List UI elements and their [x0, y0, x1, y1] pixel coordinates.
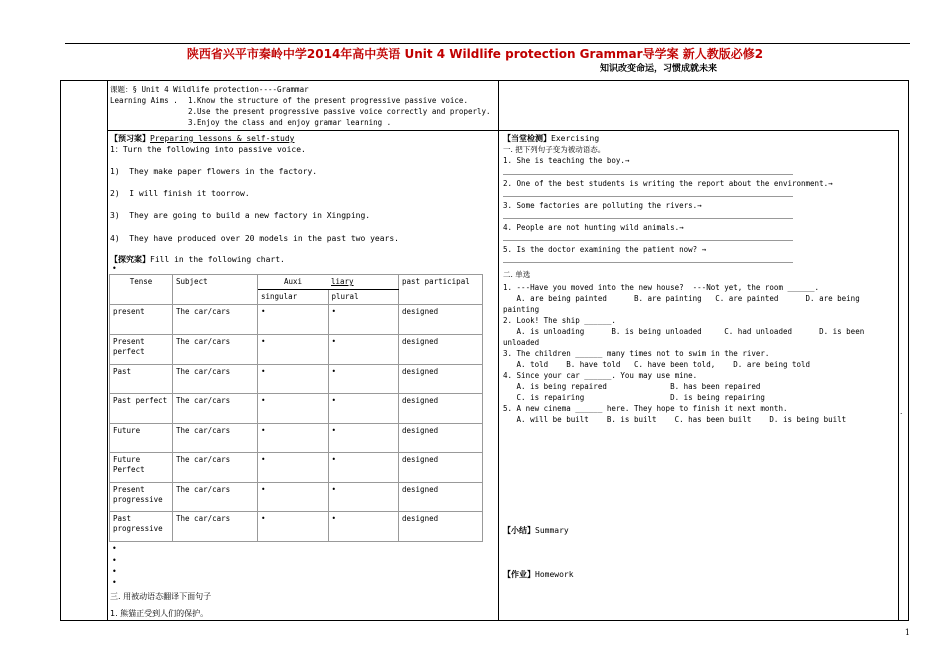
header-rule — [65, 43, 910, 44]
tense-cell: Past progressive — [110, 512, 173, 542]
topic-line — [110, 84, 309, 95]
mc-line: A. is unloading B. is being unloaded C. had unloaded D. is been — [503, 327, 865, 336]
preview-heading-cn: 【预习案】 — [110, 134, 150, 143]
chart-header-row — [110, 275, 483, 290]
singular-cell[interactable]: • — [258, 424, 329, 453]
homework-heading — [503, 569, 574, 580]
mc-line: A. told B. have told C. have been told, D. are being told — [503, 360, 811, 369]
table-row — [110, 424, 483, 453]
subheader-plural: plural — [328, 290, 399, 305]
subject-cell: The car/cars — [173, 305, 258, 335]
tense-cell: Future Perfect — [110, 453, 173, 483]
left-margin-line — [107, 80, 108, 621]
tense-cell: Present perfect — [110, 335, 173, 365]
singular-cell[interactable]: • — [258, 512, 329, 542]
explore-heading-cn: 【探究案】 — [110, 255, 150, 264]
summary-heading-cn: 【小结】 — [503, 526, 535, 535]
tense-cell: present — [110, 305, 173, 335]
aim-3: 3.Enjoy the class and enjoy gramar learning . — [188, 118, 392, 127]
singular-cell[interactable]: • — [258, 394, 329, 424]
side-dot: . — [900, 407, 903, 416]
exercise-heading-en: Exercising — [551, 134, 600, 143]
subheader-singular: singular — [258, 290, 329, 305]
subject-cell: The car/cars — [173, 394, 258, 424]
mc-line: unloaded — [503, 338, 540, 347]
mc-line: painting — [503, 305, 540, 314]
header-auxi: Auxi — [258, 275, 329, 290]
subject-cell: The car/cars — [173, 424, 258, 453]
preview-heading-en: Preparing lessons & self-study — [150, 134, 295, 143]
column-divider — [498, 80, 499, 621]
right-column-edge — [898, 130, 899, 621]
plural-cell[interactable]: • — [328, 424, 399, 453]
subject-cell: The car/cars — [173, 483, 258, 512]
homework-heading-cn: 【作业】 — [503, 570, 535, 579]
preview-heading — [110, 133, 295, 144]
subject-cell: The car/cars — [173, 453, 258, 483]
motto: 知识改变命运，习惯成就未来 — [600, 64, 718, 74]
homework-heading-en: Homework — [535, 570, 574, 579]
participle-cell: designed — [399, 453, 483, 483]
header-participle: past participal — [399, 275, 483, 305]
subject-cell: The car/cars — [173, 512, 258, 542]
translate-item-1: 1. 熊猫正受到人们的保护。 — [110, 609, 209, 618]
plural-cell[interactable]: • — [328, 453, 399, 483]
exercise-heading-cn: 【当堂检测】 — [503, 134, 551, 143]
singular-cell[interactable]: • — [258, 453, 329, 483]
answer-line-3[interactable] — [503, 218, 793, 219]
table-row — [110, 512, 483, 542]
explore-bullet: • — [112, 264, 117, 273]
answer-line-1[interactable] — [503, 174, 793, 175]
aims-divider-right — [498, 130, 898, 131]
rewrite-2: 2. One of the best students is writing the report about the environment.→ — [503, 179, 833, 188]
plural-cell[interactable]: • — [328, 394, 399, 424]
plural-cell[interactable]: • — [328, 365, 399, 394]
participle-cell: designed — [399, 365, 483, 394]
table-row — [110, 335, 483, 365]
mc-line: C. is repairing D. is being repairing — [503, 393, 765, 402]
page-title: 陕西省兴平市秦岭中学2014年高中英语 Unit 4 Wildlife protection Grammar导学案 新人教版必修2 — [186, 47, 764, 61]
mc-line: A. are being painted B. are painting C. are painted D. are being — [503, 294, 860, 303]
mc-line: A. will be built B. is built C. has been built D. is being built — [503, 415, 847, 424]
mc-line: 1. ---Have you moved into the new house? ---Not yet, the room ______. — [503, 283, 820, 292]
preview-item-4: 4) They have produced over 20 models in the past two years. — [110, 234, 399, 243]
tense-cell: Past — [110, 365, 173, 394]
answer-line-2[interactable] — [503, 196, 793, 197]
subject-cell: The car/cars — [173, 335, 258, 365]
preview-instruction: 1：Turn the following into passive voice. — [110, 145, 306, 154]
preview-item-3: 3) They are going to build a new factory in Xingping. — [110, 211, 371, 220]
aim-1: 1.Know the structure of the present progressive passive voice. — [188, 96, 468, 105]
participle-cell: designed — [399, 335, 483, 365]
plural-cell[interactable]: • — [328, 512, 399, 542]
aims-divider — [107, 130, 498, 131]
preview-item-1: 1) They make paper flowers in the factory. — [110, 167, 318, 176]
answer-line-5[interactable] — [503, 262, 793, 263]
singular-cell[interactable]: • — [258, 335, 329, 365]
table-row — [110, 483, 483, 512]
explore-heading-en: Fill in the following chart. — [150, 255, 285, 264]
summary-heading — [503, 525, 569, 536]
topic-text: § Unit 4 Wildlife protection----Grammar — [132, 85, 309, 94]
participle-cell: designed — [399, 424, 483, 453]
singular-cell[interactable]: • — [258, 483, 329, 512]
subject-cell: The car/cars — [173, 365, 258, 394]
tense-cell: Present progressive — [110, 483, 173, 512]
after-bullet-2: • — [112, 556, 117, 565]
aims-label: Learning Aims . — [110, 96, 178, 105]
singular-cell[interactable]: • — [258, 305, 329, 335]
tense-chart — [109, 274, 483, 542]
explore-heading — [110, 254, 285, 265]
table-row — [110, 394, 483, 424]
answer-line-4[interactable] — [503, 240, 793, 241]
singular-cell[interactable]: • — [258, 365, 329, 394]
aim-2: 2.Use the present progressive passive voice correctly and properly. — [188, 107, 491, 116]
participle-cell: designed — [399, 483, 483, 512]
rewrite-3: 3. Some factories are polluting the rivers.→ — [503, 201, 702, 210]
tense-cell: Future — [110, 424, 173, 453]
after-bullet-1: • — [112, 544, 117, 553]
exercise-section-1: 一. 把下列句子变为被动语态。 — [503, 145, 606, 154]
exercise-heading — [503, 133, 599, 144]
after-bullet-4: • — [112, 578, 117, 587]
page-number: 1 — [904, 628, 910, 637]
mc-line: 2. Look! The ship ______. — [503, 316, 616, 325]
header-subject: Subject — [173, 275, 258, 305]
tense-cell: Past perfect — [110, 394, 173, 424]
table-row — [110, 365, 483, 394]
topic-label: 课题： — [110, 85, 133, 94]
exercise-section-2: 二. 单选 — [503, 270, 531, 279]
rewrite-4: 4. People are not hunting wild animals.→ — [503, 223, 684, 232]
header-liary: liary — [328, 275, 399, 290]
plural-cell[interactable]: • — [328, 335, 399, 365]
participle-cell: designed — [399, 394, 483, 424]
rewrite-5: 5. Is the doctor examining the patient now? → — [503, 245, 707, 254]
preview-item-2: 2) I will finish it toorrow. — [110, 189, 250, 198]
plural-cell[interactable]: • — [328, 483, 399, 512]
participle-cell: designed — [399, 512, 483, 542]
participle-cell: designed — [399, 305, 483, 335]
translate-heading: 三. 用被动语态翻译下面句子 — [110, 592, 212, 601]
mc-line: 5. A new cinema ______ here. They hope to finish it next month. — [503, 404, 788, 413]
mc-line: A. is being repaired B. has been repaired — [503, 382, 761, 391]
plural-cell[interactable]: • — [328, 305, 399, 335]
mc-line: 3. The children ______ many times not to swim in the river. — [503, 349, 770, 358]
table-row — [110, 305, 483, 335]
mc-line: 4. Since your car ______. You may use mine. — [503, 371, 698, 380]
summary-heading-en: Summary — [535, 526, 569, 535]
header-tense: Tense — [110, 275, 173, 305]
after-bullet-3: • — [112, 567, 117, 576]
table-row — [110, 453, 483, 483]
rewrite-1: 1. She is teaching the boy.→ — [503, 156, 630, 165]
